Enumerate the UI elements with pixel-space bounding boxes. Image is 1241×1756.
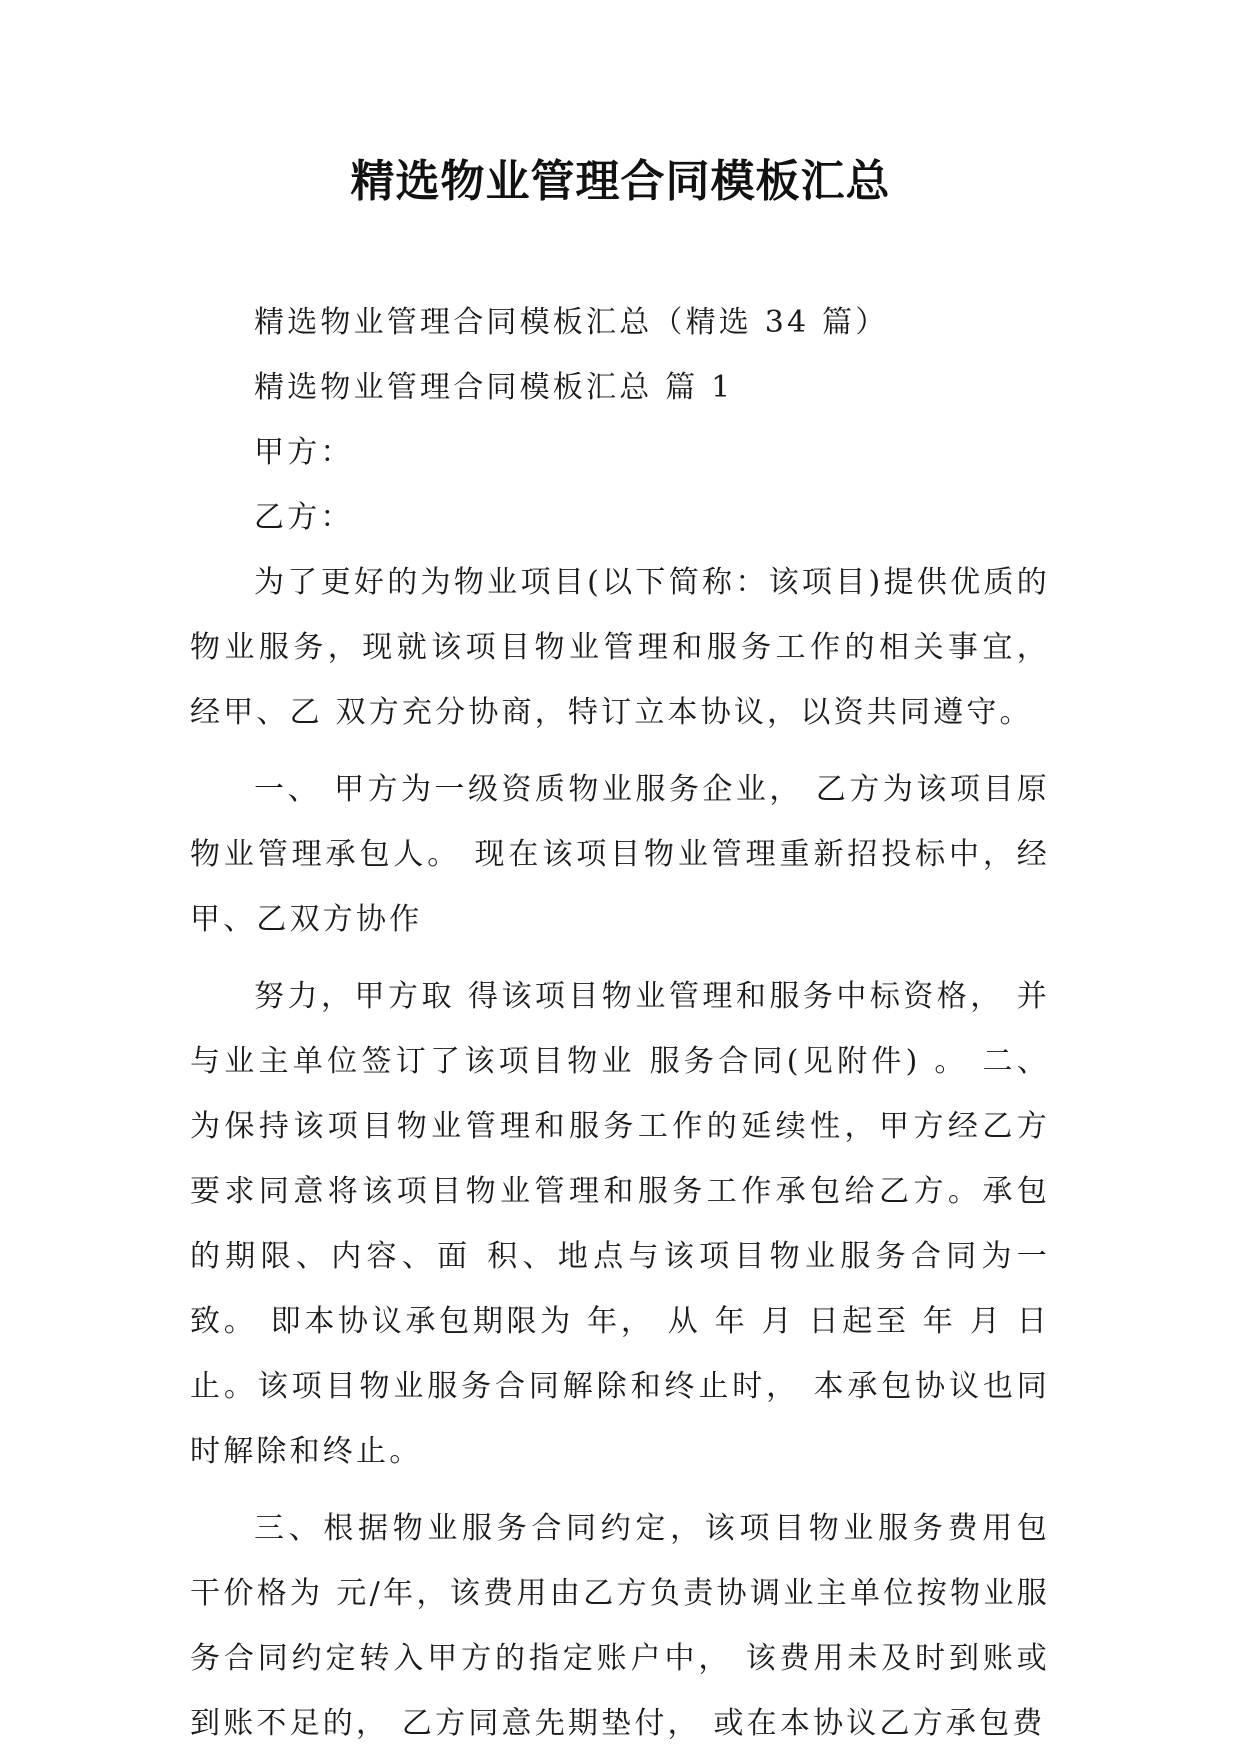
party-a-label: 甲方： — [254, 435, 354, 470]
document-body — [190, 290, 1050, 1756]
paragraph-gap — [190, 1484, 1050, 1496]
subtitle-paragraph: 精选物业管理合同模板汇总（精选 34 篇） — [254, 305, 889, 340]
document-title: 精选物业管理合同模板汇总 — [350, 156, 891, 207]
section-heading: 精选物业管理合同模板汇总 篇 1 — [254, 370, 734, 405]
paragraph-gap — [190, 952, 1050, 964]
party-b-label: 乙方： — [254, 500, 354, 535]
paragraph-gap — [190, 745, 1050, 757]
preamble-paragraph: 为了更好的为物业项目(以下简称：该项目)提供优质的物业服务，现就该项目物业管理和服务工作的相关事宜，经甲、乙 双方充分协商，特订立本协议，以资共同遵守。 — [190, 565, 1050, 730]
clause-three-paragraph: 三、根据物业服务合同约定，该项目物业服务费用包干价格为 元/年，该费用由乙方负责协调业主单位按物业服务合同约定转入甲方的指定账户中， 该费用未及时到账或到账不足的， 乙方同意先期垫付， 或在本协议乙方承包费 — [190, 1511, 1050, 1741]
clause-one-paragraph: 一、 甲方为一级资质物业服务企业， 乙方为该项目原物业管理承包人。 现在该项目物业管理重新招投标中，经甲、乙双方协作 — [190, 772, 1050, 937]
clause-two-paragraph: 努力，甲方取 得该项目物业管理和服务中标资格， 并与业主单位签订了该项目物业 服务合同(见附件) 。 二、为保持该项目物业管理和服务工作的延续性，甲方经乙方要求同意将该项目物业管理和服务工作承包给乙方。承包的期限、内容、面 积、地点与该项目物业服务合同为一致。 即本协议承包期限为 年， 从 年 月 日起至 年 月 日止。该项目物业服务合同解除和终止时， 本承包协议也同时解除和终止。 — [190, 979, 1050, 1469]
